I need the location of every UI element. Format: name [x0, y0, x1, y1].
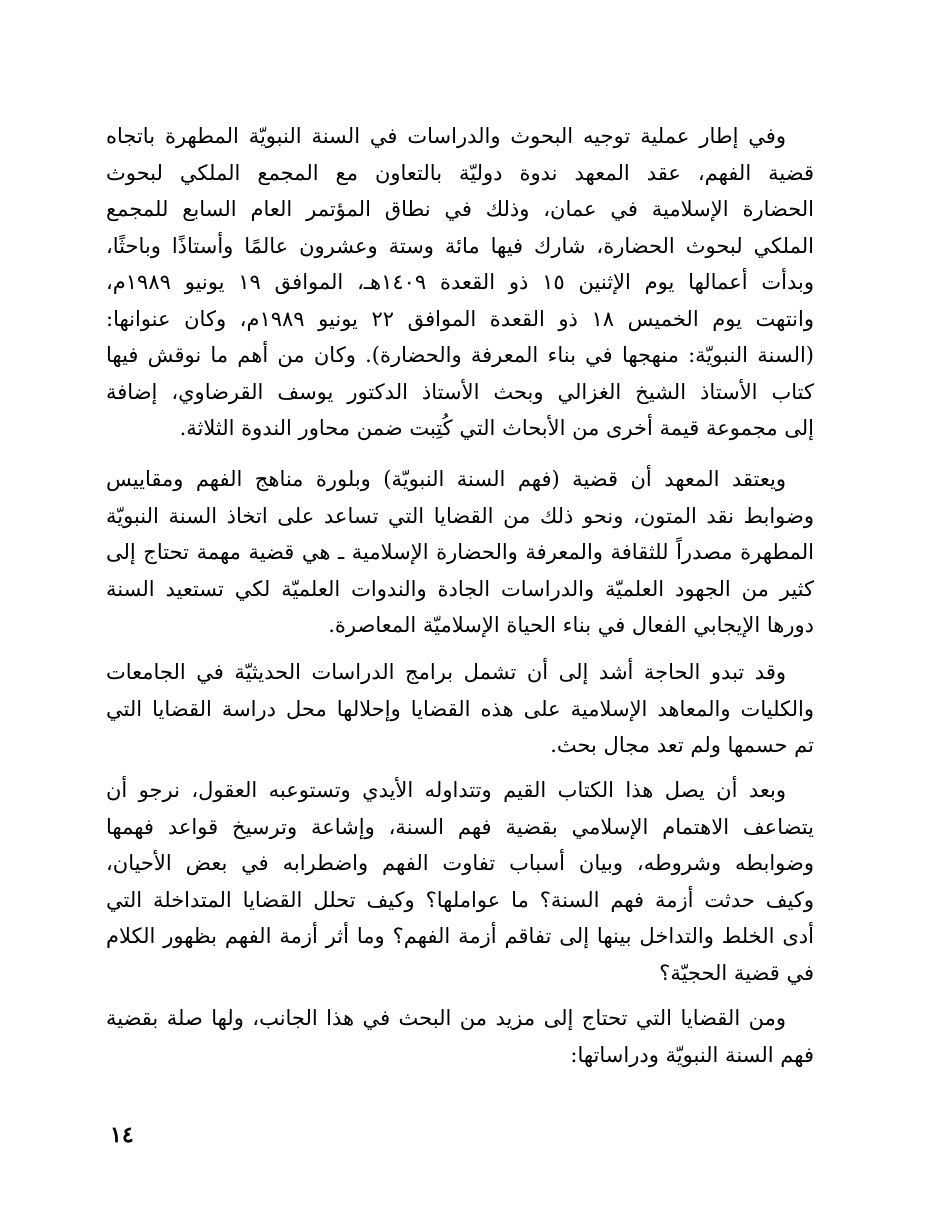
text-line: وبدأت أعمالها يوم الإثنين ١٥ ذو القعدة ١٤٠٩هـ، الموافق ١٩ يونيو ١٩٨٩م، — [106, 270, 814, 294]
text-line: قضية الفهم، عقد المعهد ندوة دوليّة بالتعاون مع المجمع الملكي لبحوث — [106, 160, 814, 185]
text-line: وكيف حدثت أزمة فهم السنة؟ ما عواملها؟ وكيف تحلل القضايا المتداخلة التي — [106, 887, 814, 912]
text-line: كثير من الجهود العلميّة والدراسات الجادة والندوات العلميّة لكي تستعيد السنة — [106, 576, 814, 601]
text-line: المطهرة مصدراً للثقافة والمعرفة والحضارة الإسلامية ـ هي قضية مهمة تحتاج إلى — [106, 540, 814, 564]
text-line: يتضاعف الاهتمام الإسلامي بقضية فهم السنة، وإشاعة وترسيخ قواعد فهمها — [106, 814, 814, 839]
paragraph-institute-belief — [106, 461, 814, 644]
text-line: الملكي لبحوث الحضارة، شارك فيها مائة وستة وعشرون عالمًا وأستاذًا وباحثًا، — [106, 233, 814, 258]
text-line: ومن القضايا التي تحتاج إلى مزيد من البحث في هذا الجانب، ولها صلة بقضية — [106, 1006, 786, 1030]
text-line: إلى مجموعة قيمة أخرى من الأبحاث التي كُتِبت ضمن محاور الندوة الثلاثة. — [179, 416, 814, 440]
paragraph-curricula-need — [106, 654, 814, 764]
text-line: ويعتقد المعهد أن قضية (فهم السنة النبويّة) وبلورة مناهج الفهم ومقاييس — [106, 467, 786, 491]
text-line: كتاب الأستاذ الشيخ الغزالي وبحث الأستاذ الدكتور يوسف القرضاوي، إضافة — [106, 379, 814, 404]
text-line: فهم السنة النبويّة ودراساتها: — [570, 1042, 814, 1067]
text-line: وضوابطه وشروطه، وبيان أسباب تفاوت الفهم واضطرابه في بعض الأحيان، — [106, 851, 814, 875]
text-line: وفي إطار عملية توجيه البحوث والدراسات في السنة النبويّة المطهرة باتجاه — [106, 124, 786, 148]
text-line: تم حسمها ولم تعد مجال بحث. — [550, 733, 814, 757]
text-line: الحضارة الإسلامية في عمان، وذلك في نطاق المؤتمر العام السابع للمجمع — [106, 197, 814, 221]
text-line: والكليات والمعاهد الإسلامية على هذه القضايا وإحلالها محل دراسة القضايا التي — [106, 696, 814, 721]
text-line: في قضية الحجيّة؟ — [659, 960, 814, 985]
text-line: وبعد أن يصل هذا الكتاب القيم وتتداوله الأيدي وتستوعبه العقول، نرجو أن — [106, 778, 786, 802]
paragraph-further-issues — [106, 1000, 814, 1073]
text-line: وضوابط نقد المتون، ونحو ذلك من القضايا التي تساعد على اتخاذ السنة النبويّة — [106, 503, 814, 528]
text-line: أدى الخلط والتداخل بينها إلى تفاقم أزمة الفهم؟ وما أثر أزمة الفهم بظهور الكلام — [106, 924, 814, 948]
paragraph-symposium — [106, 118, 814, 447]
page-number: ١٤ — [110, 1122, 134, 1148]
text-line: دورها الإيجابي الفعال في بناء الحياة الإسلاميّة المعاصرة. — [328, 613, 814, 637]
text-line: (السنة النبويّة: منهجها في بناء المعرفة والحضارة). وكان من أهم ما نوقش فيها — [106, 343, 814, 367]
text-line: وقد تبدو الحاجة أشد إلى أن تشمل برامج الدراسات الحديثيّة في الجامعات — [106, 660, 786, 684]
text-line: وانتهت يوم الخميس ١٨ ذو القعدة الموافق ٢٢ يونيو ١٩٨٩م، وكان عنوانها: — [106, 306, 814, 331]
paragraph-hopes — [106, 772, 814, 991]
